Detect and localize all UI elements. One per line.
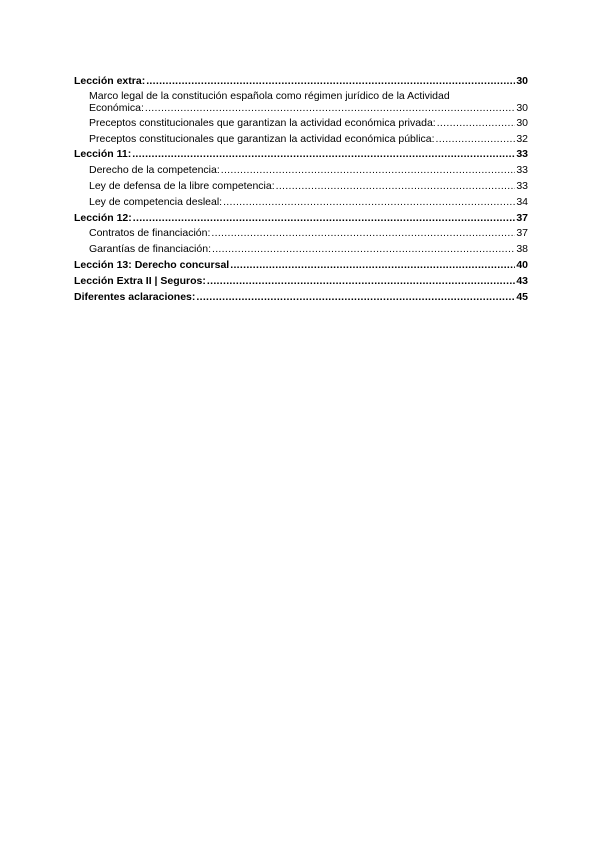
toc-leader-dots <box>207 274 515 288</box>
toc-entry-contratos-financiacion[interactable] <box>74 226 528 240</box>
toc-entry-title: Contratos de financiación: <box>89 227 211 240</box>
toc-entry-page: 37 <box>516 211 528 224</box>
toc-leader-dots <box>145 102 515 114</box>
toc-leader-dots <box>230 258 515 272</box>
toc-leader-dots <box>221 163 516 177</box>
toc-leader-dots <box>146 74 515 88</box>
toc-leader-dots <box>196 290 515 304</box>
toc-entry-leccion-11[interactable] <box>74 147 528 161</box>
toc-entry-page: 40 <box>516 258 528 271</box>
toc-entry-leccion-13[interactable] <box>74 258 528 272</box>
toc-entry-page: 30 <box>516 75 528 87</box>
toc-entry-page: 38 <box>516 243 528 256</box>
toc-entry-page: 33 <box>516 148 528 161</box>
toc-entry-page: 32 <box>516 132 528 145</box>
toc-entry-page: 43 <box>516 274 528 287</box>
toc-entry-leccion-12[interactable] <box>74 211 528 225</box>
toc-entry-diferentes-aclaraciones[interactable] <box>74 290 528 304</box>
toc-entry-title: Ley de defensa de la libre competencia: <box>89 179 275 192</box>
toc-leader-dots <box>276 179 516 193</box>
toc-entry-page: 33 <box>516 164 528 177</box>
toc-entry-title: Lección 12: <box>74 211 132 224</box>
toc-entry-page: 45 <box>516 290 528 303</box>
toc-entry-marco-legal[interactable] <box>74 90 528 114</box>
toc-leader-dots <box>223 195 515 209</box>
toc-entry-title-line2: Económica: <box>89 101 144 114</box>
toc-entry-page: 34 <box>516 195 528 208</box>
toc-entry-title: Ley de competencia desleal: <box>89 195 223 208</box>
toc-entry-title: Lección extra: <box>74 75 146 87</box>
toc-entry-title: Lección Extra II | Seguros: <box>74 274 206 287</box>
toc-entry-preceptos-publica[interactable] <box>74 132 528 146</box>
toc-entry-garantias-financiacion[interactable] <box>74 242 528 256</box>
toc-entry-title: Garantías de financiación: <box>89 243 211 256</box>
table-of-contents <box>74 74 528 305</box>
toc-entry-ley-desleal[interactable] <box>74 195 528 209</box>
toc-entry-title: Derecho de la competencia: <box>89 164 220 177</box>
toc-leader-dots <box>133 211 516 225</box>
toc-entry-title-line1: Marco legal de la constitución española como régimen jurídico de la Actividad <box>89 89 450 102</box>
toc-leader-dots <box>437 116 516 130</box>
toc-entry-page: 33 <box>516 179 528 192</box>
toc-entry-derecho-competencia[interactable] <box>74 163 528 177</box>
toc-entry-title: Preceptos constitucionales que garantizan la actividad económica pública: <box>89 132 435 145</box>
toc-entry-title: Preceptos constitucionales que garantizan la actividad económica privada: <box>89 116 436 129</box>
toc-leader-dots <box>132 147 515 161</box>
toc-leader-dots <box>436 132 516 146</box>
toc-entry-title: Lección 13: Derecho concursal <box>74 258 230 271</box>
toc-leader-dots <box>211 226 515 240</box>
toc-entry-title: Lección 11: <box>74 148 132 161</box>
toc-entry-page: 30 <box>516 116 528 129</box>
toc-entry-title: Diferentes aclaraciones: <box>74 290 196 303</box>
toc-leader-dots <box>212 242 515 256</box>
toc-entry-page: 30 <box>516 101 528 114</box>
toc-entry-ley-defensa[interactable] <box>74 179 528 193</box>
toc-entry-leccion-extra[interactable] <box>74 74 528 88</box>
toc-entry-preceptos-privada[interactable] <box>74 116 528 130</box>
toc-entry-leccion-extra-ii[interactable] <box>74 274 528 288</box>
toc-entry-page: 37 <box>516 227 528 240</box>
